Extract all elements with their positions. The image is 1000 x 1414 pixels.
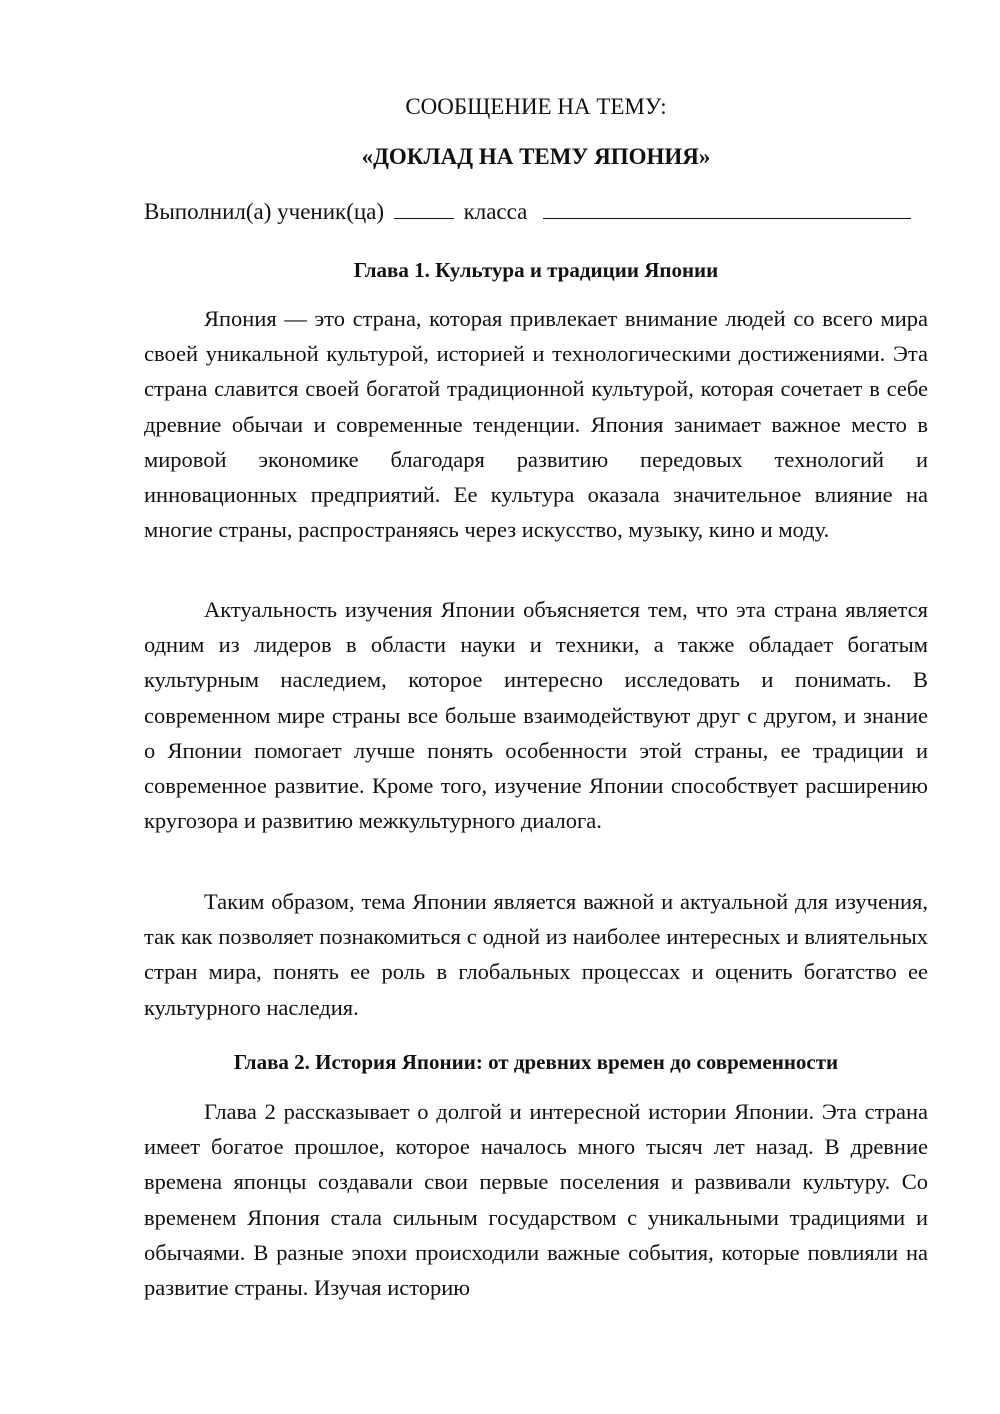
chapter-1-paragraph: Япония — это страна, которая привлекает внимание людей со всего мира своей уникальной культурой, историей и технологическими достижениями. Эта страна славится своей богатой традиционной культурой, которая сочетает в себе древние обычаи и современные тенденции. Япония занимает важное место в мировой экономике благодаря развитию передовых технологий и инновационных предприятий. Ее культура оказала значительное влияние на многие страны, распространяясь через искусство, музыку, кино и моду. [144, 306, 928, 543]
class-number-blank [394, 196, 454, 219]
chapter-2-paragraph: Глава 2 рассказывает о долгой и интересной истории Японии. Эта страна имеет богатое прошлое, которое началось много тысяч лет назад. В древние времена японцы создавали свои первые поселения и развивали культуру. Со временем Япония стала сильным государством с уникальными традициями и обычаями. В разные эпохи происходили важные события, которые повлияли на развитие страны. Изучая историю [144, 1099, 928, 1301]
document-heading-line1: СООБЩЕНИЕ НА ТЕМУ: [405, 94, 667, 119]
chapter-1-paragraph: Актуальность изучения Японии объясняется тем, что эта страна является одним из лидеров в области науки и техники, а также обладает богатым культурным наследием, которое интересно исследовать и понимать. В современном мире страны все больше взаимодействуют друг с другом, и знание о Японии помогает лучше понять особенности этой страны, ее традиции и современное развитие. Кроме того, изучение Японии способствует расширению кругозора и развитию межкультурного диалога. [144, 597, 928, 834]
document-title: «ДОКЛАД НА ТЕМУ ЯПОНИЯ» [361, 144, 711, 169]
student-name-blank [543, 196, 911, 219]
class-label: класса [463, 199, 528, 224]
author-line [144, 196, 928, 227]
chapter-1-title: Глава 1. Культура и традиции Японии [353, 258, 719, 282]
chapter-2-title: Глава 2. История Японии: от древних времен до современности [233, 1050, 839, 1074]
author-prefix: Выполнил(а) ученик(ца) [144, 199, 385, 224]
chapter-1-paragraph: Таким образом, тема Японии является важной и актуальной для изучения, так как позволяет познакомиться с одной из наиболее интересных и влиятельных стран мира, понять ее роль в глобальных процессах и оценить богатство ее культурного наследия. [144, 889, 928, 1020]
